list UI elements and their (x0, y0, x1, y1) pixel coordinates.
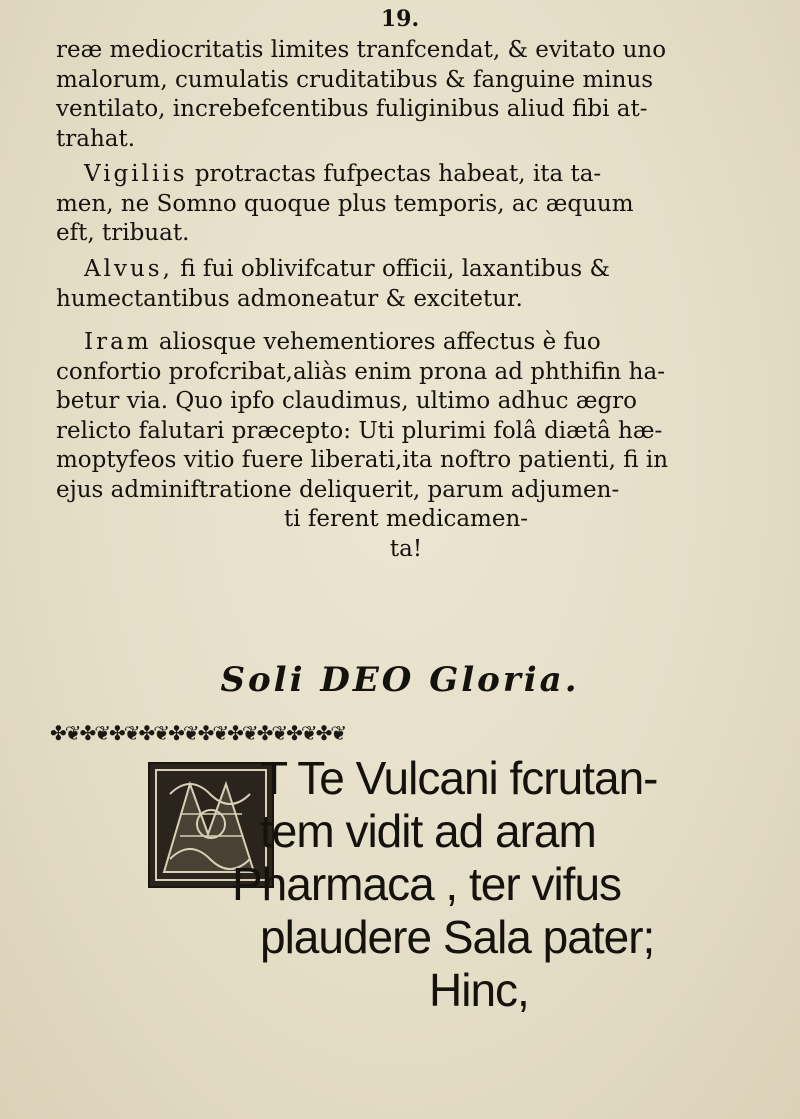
paragraph-1 (56, 36, 756, 154)
ornament-divider (50, 720, 770, 746)
text-line: reæ mediocritatis limites tranfcendat, & evitato uno (56, 37, 667, 63)
text-line: trahat. (56, 125, 136, 152)
paragraph-4 (56, 328, 756, 564)
text-line: relicto falutari præcepto: Uti plurimi folâ diætâ hæ- (56, 417, 663, 444)
text-line: humectantibus admoneatur & excitetur. (56, 285, 523, 312)
text-line (56, 328, 756, 358)
text-fragment: fi fui oblivifcatur officii, laxantibus & (172, 256, 610, 282)
text-line: ventilato, increbefcentibus fuliginibus aliud fibi at- (56, 96, 648, 122)
text-line: malorum, cumulatis cruditatibus & fanguine minus (56, 66, 654, 93)
lead-word: Vigiliis (84, 161, 188, 187)
text-fragment: protractas fufpectas habeat, ita ta- (187, 161, 602, 187)
text-line: betur via. Quo ipfo claudimus, ultimo adhuc ægro (56, 388, 638, 414)
paragraph-3 (56, 255, 756, 314)
text-line: ta! (389, 535, 423, 562)
paragraph-2 (56, 160, 756, 249)
ornament-glyphs: ✤❦✤❦✤❦✤❦✤❦✤❦✤❦✤❦✤❦✤❦ (50, 721, 346, 745)
text-line: eft, tribuat. (56, 220, 190, 246)
text-line: ti ferent medicamen- (283, 506, 529, 532)
text-line (56, 255, 756, 285)
text-line: moptyfeos vitio fuere liberati,ita noftro patienti, fi in (56, 447, 669, 473)
poem-line: Pharmaca , ter vifus (232, 858, 622, 910)
lead-word: Alvus, (84, 256, 173, 282)
poem-line: tem vidit ad aram (260, 805, 596, 857)
text-fragment: aliosque vehementiores affectus è fuo (151, 329, 601, 355)
poem-line: T Te Vulcani fcrutan- (260, 752, 658, 804)
lead-word: Iram (84, 329, 152, 355)
poem-block (232, 752, 692, 1017)
page-number: 19. (380, 6, 420, 32)
closing-motto: Soli DEO Gloria. (220, 660, 580, 700)
text-line: men, ne Somno quoque plus temporis, ac æquum (56, 190, 634, 217)
text-line (56, 160, 756, 190)
poem-line: plaudere Sala pater; (260, 911, 655, 963)
poem-line: Hinc, (429, 964, 529, 1016)
text-line: confortio profcribat,aliàs enim prona ad phthifin ha- (56, 358, 665, 385)
text-line: ejus adminiftratione deliquerit, parum adjumen- (56, 476, 620, 503)
